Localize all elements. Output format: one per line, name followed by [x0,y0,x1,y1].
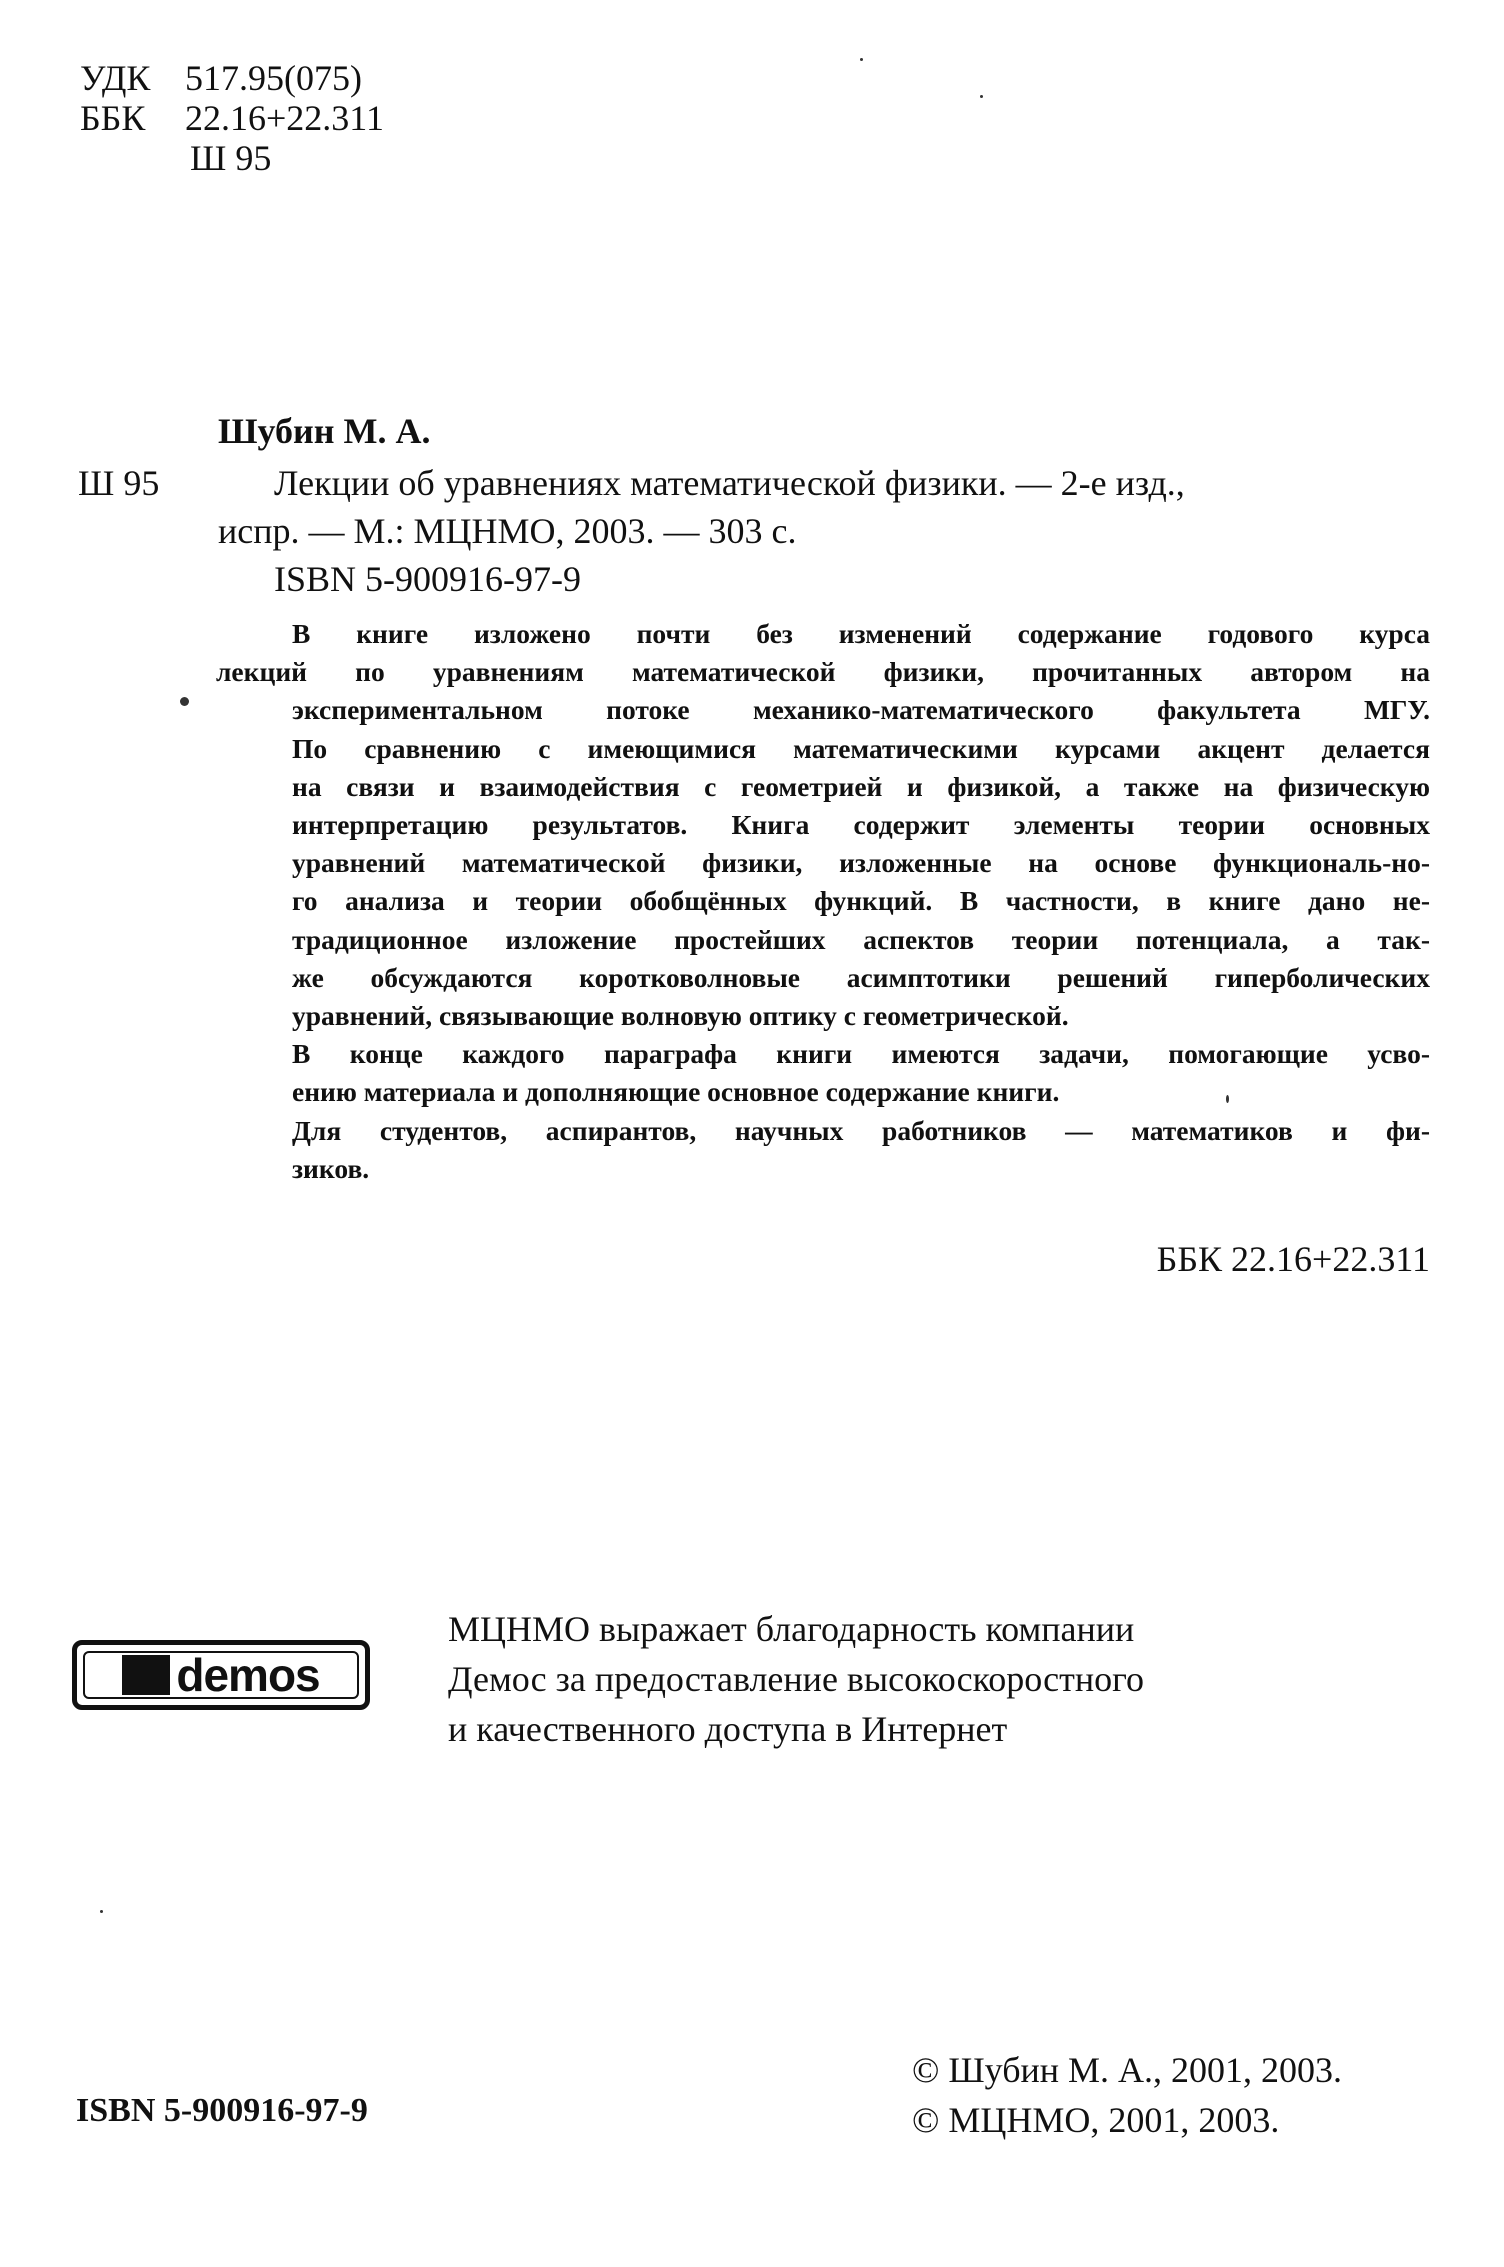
acknowledgement-line: и качественного доступа в Интернет [448,1709,1008,1749]
author-sign: Ш 95 [190,138,272,178]
abstract-paragraph-1 [216,615,1430,1035]
demos-mark-icon [122,1655,170,1695]
acknowledgement [448,1604,1144,1754]
acknowledgement-line: МЦНМО выражает благодарность компании [448,1609,1135,1649]
scan-speck [180,697,189,706]
bbk-value: 22.16+22.311 [185,98,384,138]
abstract-line: зиков. [292,1152,370,1184]
abstract-line: ению материала и дополняющие основное содержание книги. [292,1076,1060,1108]
bib-sign: Ш 95 [78,463,160,503]
copyright-block [912,2045,1342,2145]
demos-logo-text: demos [176,1649,320,1701]
publication-line: испр. — М.: МЦНМО, 2003. — 303 с. [218,511,797,551]
abstract-line: традиционное изложение простейших аспектов теории потенциала, а так- [292,923,1430,955]
scan-speck [860,58,863,61]
scan-speck [100,1910,103,1913]
abstract-line: на связи и взаимодействия с геометрией и физикой, а также на физическую [292,770,1430,802]
abstract-line: го анализа и теории обобщённых функций. В частности, в книге дано не- [292,885,1430,917]
author-name: Шубин М. А. [218,411,431,451]
copyright-publisher: © МЦНМО, 2001, 2003. [912,2100,1280,2140]
acknowledgement-line: Демос за предоставление высокоскоростного [448,1659,1145,1699]
udk-value: 517.95(075) [185,58,362,98]
demos-logo [72,1640,370,1710]
bib-isbn: ISBN 5-900916-97-9 [274,559,581,599]
udk-label: УДК [80,58,151,98]
abstract-line: же обсуждаются коротковолновые асимптотики решений гиперболических [292,961,1430,993]
bbk-label: ББК [80,98,146,138]
abstract-line: экспериментальном потоке механико-математического факультета МГУ. [292,694,1430,726]
abstract-line: интерпретацию результатов. Книга содержит элементы теории основных [292,809,1430,841]
classification-block [80,58,384,178]
book-title-line: Лекции об уравнениях математической физики. — 2-е изд., [274,463,1185,503]
scan-speck [980,95,983,98]
abstract-paragraph-2 [216,1035,1430,1111]
bbk-row [80,98,384,138]
abstract-line: Для студентов, аспирантов, научных работников — математиков и фи- [292,1114,1430,1146]
abstract-line: В книге изложено почти без изменений содержание годового курса [292,618,1430,649]
abstract-line: уравнений, связывающие волновую оптику с геометрической. [292,1000,1069,1032]
udk-row [80,58,384,98]
abstract-line: уравнений математической физики, изложенные на основе функциональ-но- [292,847,1430,879]
abstract-paragraph-3 [216,1112,1430,1188]
abstract [216,615,1430,1188]
footer-isbn: ISBN 5-900916-97-9 [76,2092,368,2129]
abstract-line: лекций по уравнениям математической физики, прочитанных автором на [216,656,1430,688]
abstract-line: По сравнению с имеющимися математическими курсами акцент делается [292,732,1430,764]
copyright-author: © Шубин М. А., 2001, 2003. [912,2050,1343,2090]
abstract-line: В конце каждого параграфа книги имеются задачи, помогающие усво- [292,1038,1430,1070]
bbk-index-right: ББК 22.16+22.311 [1156,1239,1430,1279]
scan-speck [1226,1095,1229,1103]
